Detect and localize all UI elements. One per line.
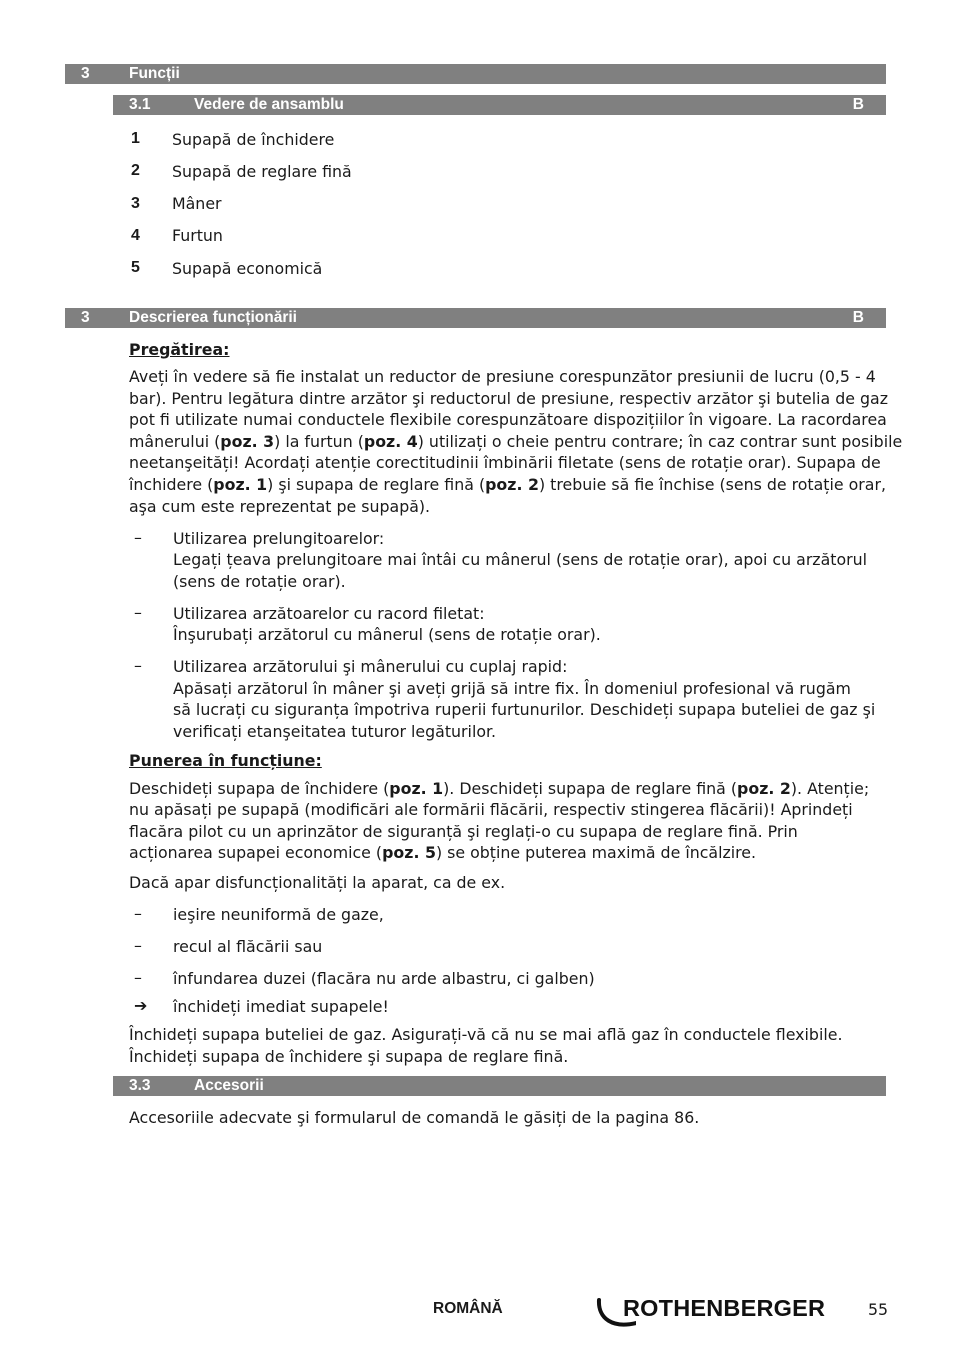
- dash-marker: –: [134, 968, 142, 987]
- item-number: 3: [131, 195, 140, 212]
- action-item: închideți imediat supapele!: [173, 997, 389, 1016]
- paragraph-line: pot fi utilizate numai conductele flexibile corespunzătoare dispozițiilor în vigoare. La racordarea: [129, 410, 887, 429]
- bullet-line: (sens de rotație orar).: [173, 572, 346, 591]
- section-title: Accesorii: [194, 1077, 264, 1094]
- section-number: 3.1: [129, 96, 151, 113]
- section-title: Funcții: [129, 65, 180, 82]
- bullet-line: să lucrați cu siguranța împotriva ruperii furtunurilor. Deschideți supapa buteliei de gaz şi: [173, 700, 876, 719]
- section-title: Descrierea funcționării: [129, 309, 297, 326]
- figure-tag: B: [852, 96, 864, 113]
- preparation-heading: Pregătirea:: [129, 340, 230, 359]
- section-header-accessories: [113, 1076, 886, 1096]
- bullet-line: Legați țeava prelungitoare mai întâi cu mânerul (sens de rotație orar), apoi cu arzătorul: [173, 550, 868, 569]
- brand-name: ROTHENBERGER: [623, 1295, 826, 1321]
- closing-line: Închideți supapa de închidere şi supapa de reglare fină.: [129, 1047, 569, 1066]
- paragraph-line: Deschideți supapa de închidere (poz. 1). Deschideți supapa de reglare fină (poz. 2). Atenție;: [129, 779, 870, 798]
- paragraph-line: mânerului (poz. 3) la furtun (poz. 4) utilizați o cheie pentru contrare; în caz contrar sunt posibile: [129, 432, 903, 451]
- dash-marker: –: [134, 936, 142, 955]
- item-label: Mâner: [172, 194, 222, 213]
- closing-line: Închideți supapa buteliei de gaz. Asigurați-vă că nu se mai află gaz în conductele flexibile.: [129, 1025, 843, 1044]
- arrow-right-icon: ➔: [134, 996, 148, 1015]
- bullet-line: verificați etanşeitatea tuturor legăturilor.: [173, 722, 497, 741]
- malfunction-intro: Dacă apar disfuncționalități la aparat, ca de ex.: [129, 873, 506, 892]
- accessories-text: Accesoriile adecvate şi formularul de comandă le găsiți de la pagina 86.: [129, 1108, 700, 1127]
- item-label: Furtun: [172, 226, 223, 245]
- paragraph-line: închidere (poz. 1) şi supapa de reglare fină (poz. 2) trebuie să fie închise (sens de rotație orar,: [129, 475, 886, 494]
- section-number: 3: [81, 309, 90, 326]
- section-header-functions: [65, 64, 886, 84]
- section-header-overview: [113, 95, 886, 115]
- commissioning-heading: Punerea în funcțiune:: [129, 751, 322, 770]
- paragraph-line: flacăra pilot cu un aprinzător de siguranță şi reglați-o cu supapa de reglare fină. Prin: [129, 822, 798, 841]
- section-number: 3.3: [129, 1077, 151, 1094]
- list-item: recul al flăcării sau: [173, 937, 323, 956]
- page-number: 55: [868, 1300, 889, 1319]
- dash-marker: –: [134, 904, 142, 923]
- paragraph-line: nu apăsați pe supapă (modificări ale formării flăcării, respectiv stingerea flăcării)! Aprindeți: [129, 800, 853, 819]
- item-label: Supapă economică: [172, 259, 323, 278]
- section-header-description: [65, 308, 886, 328]
- list-item: înfundarea duzei (flacăra nu arde albastru, ci galben): [173, 969, 595, 988]
- brand-logo: [596, 1292, 836, 1332]
- paragraph-line: aşa cum este reprezentat pe supapă).: [129, 497, 431, 516]
- paragraph-line: bar). Pentru legătura dintre arzător şi reductorul de presiune, respectiv arzător şi butelia de gaz: [129, 389, 888, 408]
- item-number: 1: [131, 130, 140, 147]
- bullet-title: Utilizarea arzătorului şi mânerului cu cuplaj rapid:: [173, 657, 568, 676]
- footer-language: ROMÂNĂ: [433, 1300, 503, 1317]
- item-label: Supapă de închidere: [172, 130, 335, 149]
- item-label: Supapă de reglare fină: [172, 162, 352, 181]
- figure-tag: B: [852, 309, 864, 326]
- paragraph-line: acționarea supapei economice (poz. 5) se obține puterea maximă de încălzire.: [129, 843, 757, 862]
- dash-marker: –: [134, 528, 142, 547]
- list-item: ieşire neuniformă de gaze,: [173, 905, 384, 924]
- bullet-line: Înşurubați arzătorul cu mânerul (sens de rotație orar).: [173, 625, 601, 644]
- item-number: 5: [131, 259, 140, 276]
- section-number: 3: [81, 65, 90, 82]
- dash-marker: –: [134, 656, 142, 675]
- paragraph-line: Aveți în vedere să fie instalat un reductor de presiune corespunzător presiunii de lucru (0,5 - 4: [129, 367, 876, 386]
- dash-marker: –: [134, 603, 142, 622]
- bullet-title: Utilizarea arzătoarelor cu racord filetat:: [173, 604, 485, 623]
- bullet-line: Apăsați arzătorul în mâner şi aveți grijă să intre fix. În domeniul profesional vă rugăm: [173, 679, 851, 698]
- section-title: Vedere de ansamblu: [194, 96, 344, 113]
- item-number: 4: [131, 227, 140, 244]
- item-number: 2: [131, 162, 140, 179]
- paragraph-line: neetanşeități! Acordați atenție corectitudinii îmbinării filetate (sens de rotație orar). Supapa de: [129, 453, 881, 472]
- bullet-title: Utilizarea prelungitoarelor:: [173, 529, 385, 548]
